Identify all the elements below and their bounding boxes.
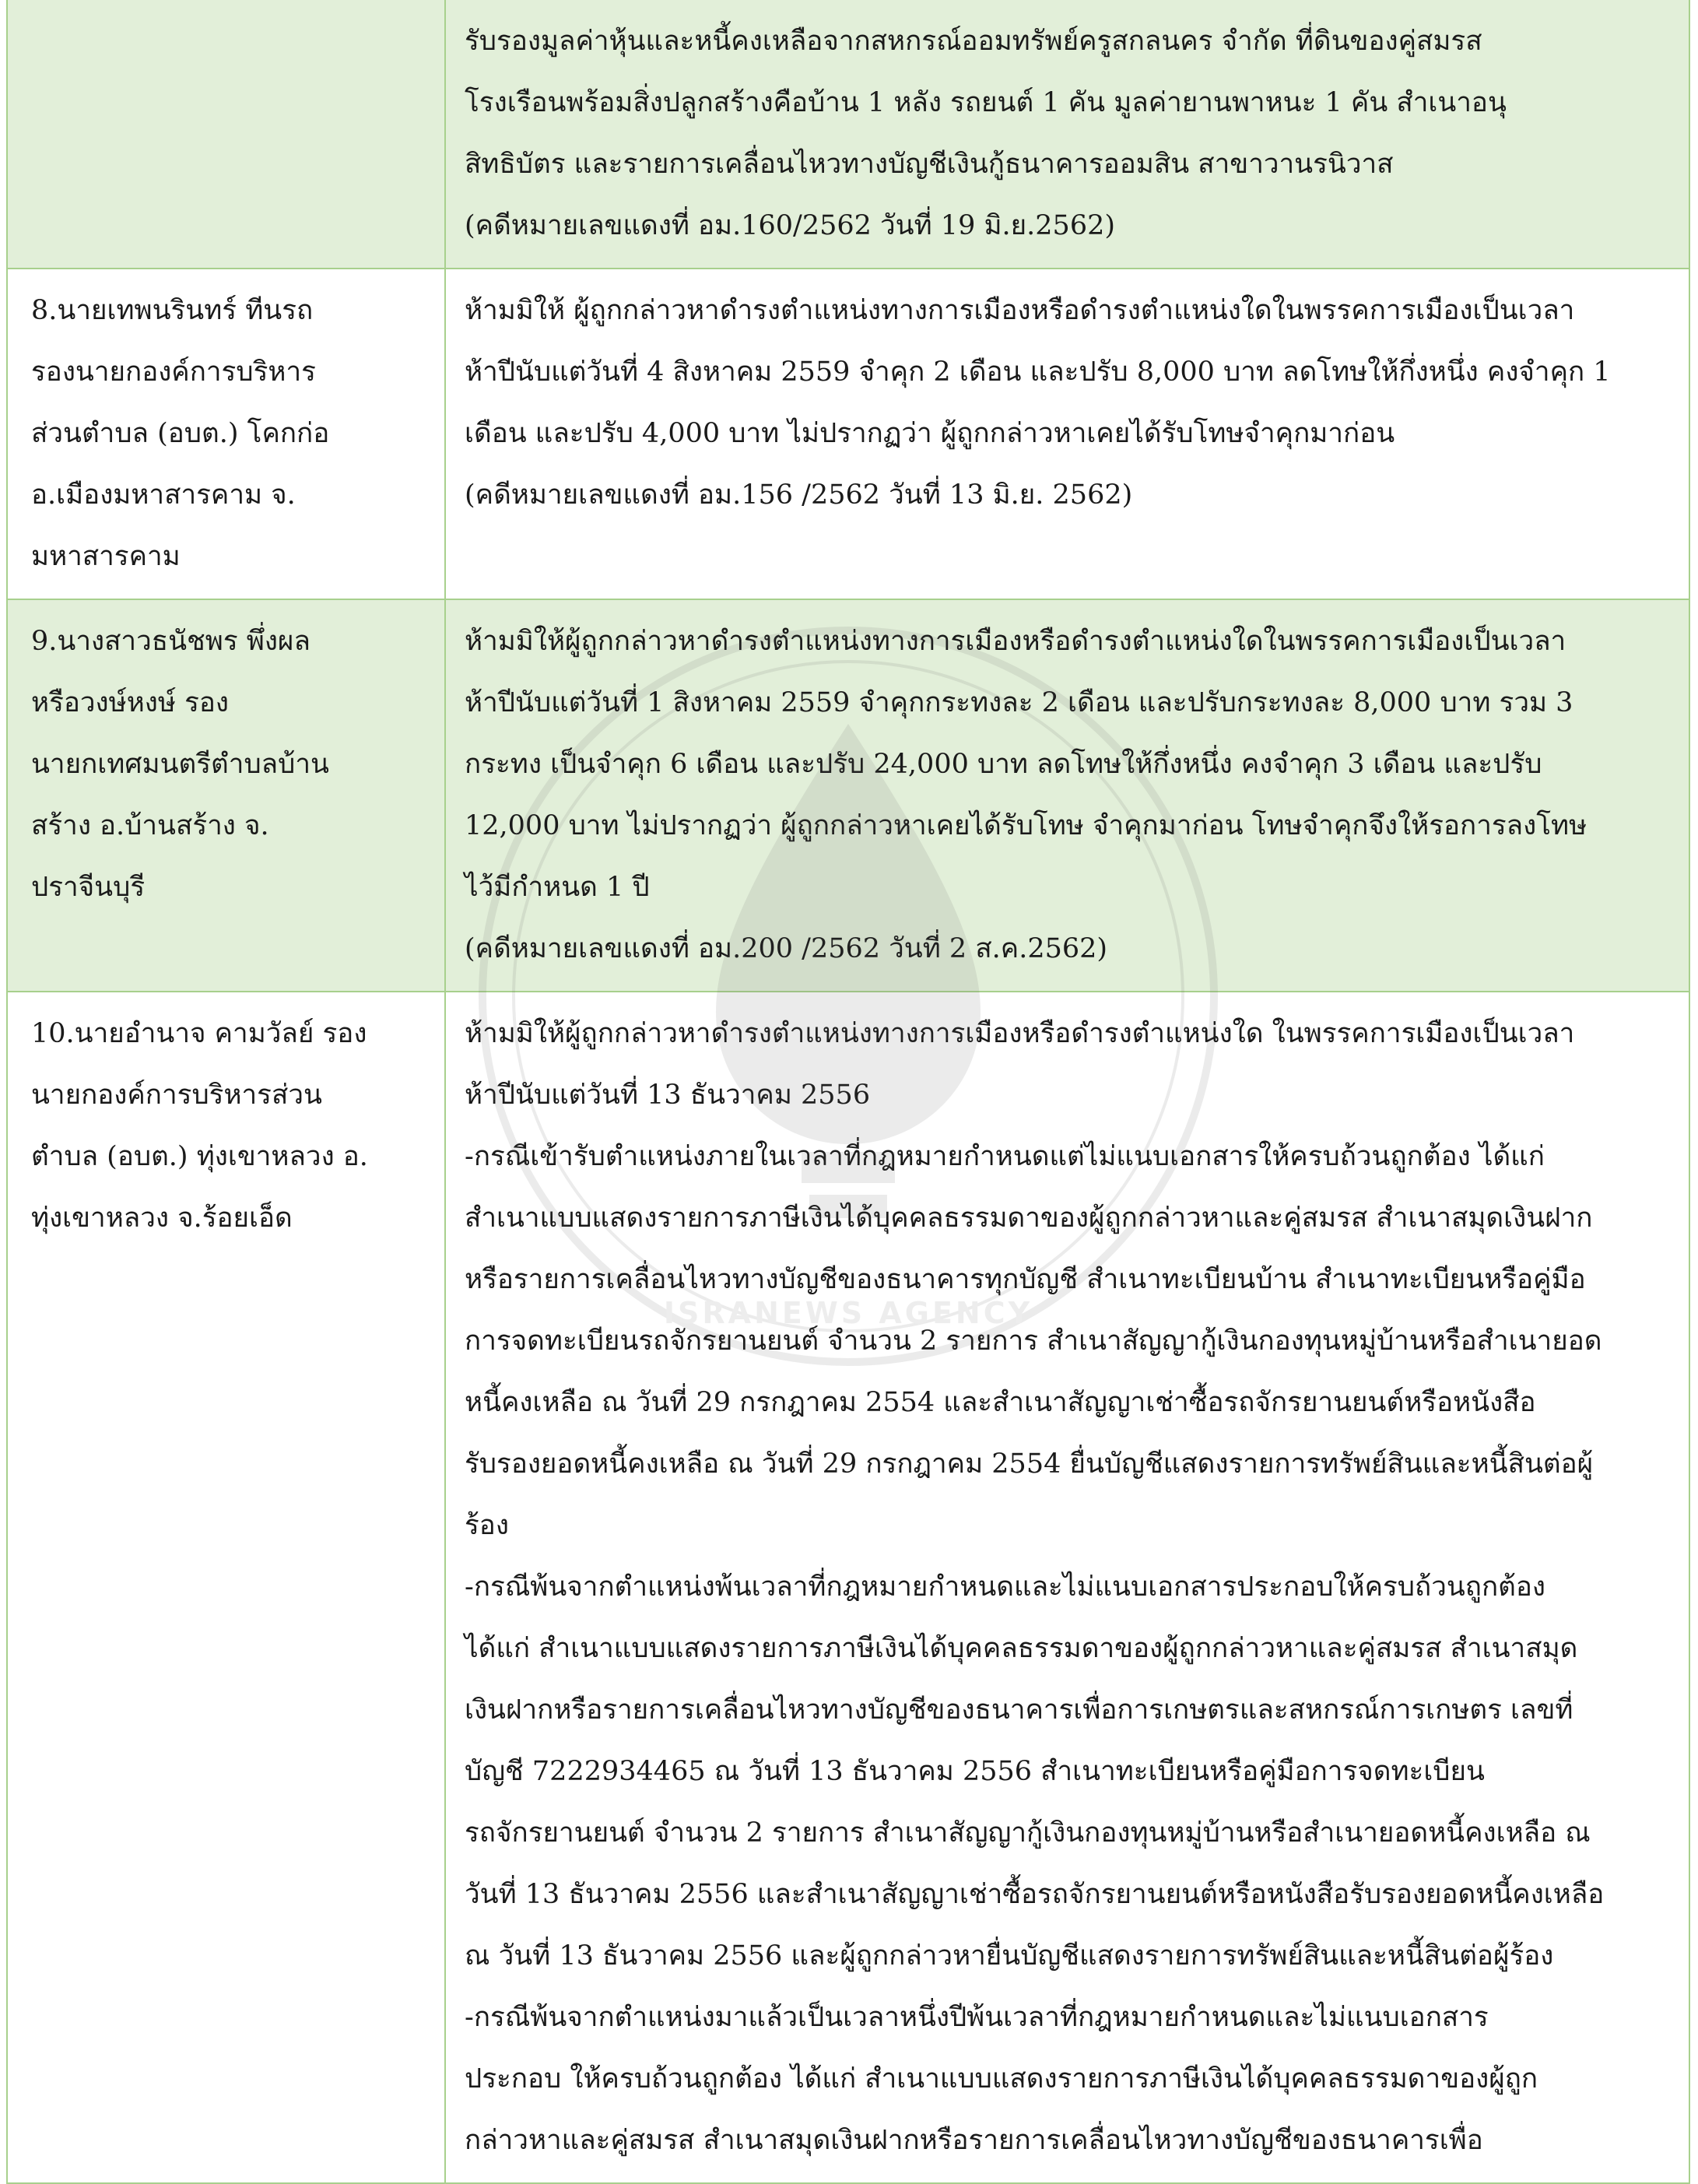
verdict-text-line: หรือรายการเคลื่อนไหวทางบัญชีของธนาคารทุกบัญชี สำเนาทะเบียนบ้าน สำเนาทะเบียนหรือคู่มือ <box>465 1264 1586 1295</box>
accused-name-line: 10.นายอำนาจ คามวัลย์ รอง <box>31 1018 367 1049</box>
verdict-text-line: ร้อง <box>465 1510 509 1541</box>
accused-name-line: 9.นางสาวธนัชพร พึ่งผล <box>31 626 310 657</box>
accused-name-line: ตำบล (อบต.) ทุ่งเขาหลวง อ. <box>31 1141 368 1172</box>
verdict-detail-cell <box>445 0 1689 269</box>
verdict-text-line: การจดทะเบียนรถจักรยานยนต์ จำนวน 2 รายการ สำเนาสัญญากู้เงินกองทุนหมู่บ้านหรือสำเนายอด <box>465 1325 1602 1357</box>
verdict-text-line: กระทง เป็นจำคุก 6 เดือน และปรับ 24,000 บาท ลดโทษให้กึ่งหนึ่ง คงจำคุก 3 เดือน และปรับ <box>465 749 1542 780</box>
table-row <box>7 0 1689 269</box>
accused-name-cell <box>7 0 445 269</box>
accused-name-line: สร้าง อ.บ้านสร้าง จ. <box>31 810 269 841</box>
accused-name-line: ปราจีนบุรี <box>31 872 146 903</box>
verdict-text-line: -กรณีพ้นจากตำแหน่งพ้นเวลาที่กฎหมายกำหนดและไม่แนบเอกสารประกอบให้ครบถ้วนถูกต้อง <box>465 1571 1546 1603</box>
accused-name-line: มหาสารคาม <box>31 541 181 572</box>
table-row <box>7 269 1689 599</box>
verdict-text-line: วันที่ 13 ธันวาคม 2556 และสำเนาสัญญาเช่าซื้อรถจักรยานยนต์หรือหนังสือรับรองยอดหนี้คงเหลือ <box>465 1879 1605 1910</box>
verdict-text-line: บัญชี 7222934465 ณ วันที่ 13 ธันวาคม 2556 สำเนาทะเบียนหรือคู่มือการจดทะเบียน <box>465 1756 1485 1787</box>
verdict-text-line: -กรณีพ้นจากตำแหน่งมาแล้วเป็นเวลาหนึ่งปีพ้นเวลาที่กฎหมายกำหนดและไม่แนบเอกสาร <box>465 2002 1489 2033</box>
verdict-text-line: รถจักรยานยนต์ จำนวน 2 รายการ สำเนาสัญญากู้เงินกองทุนหมู่บ้านหรือสำเนายอดหนี้คงเหลือ ณ <box>465 1817 1591 1849</box>
verdict-text-line: (คดีหมายเลขแดงที่ อม.160/2562 วันที่ 19 มิ.ย.2562) <box>465 210 1116 241</box>
verdict-text-line: ประกอบ ให้ครบถ้วนถูกต้อง ได้แก่ สำเนาแบบแสดงรายการภาษีเงินได้บุคคลธรรมดาของผู้ถูก <box>465 2063 1538 2094</box>
verdict-text-line: (คดีหมายเลขแดงที่ อม.200 /2562 วันที่ 2 ส.ค.2562) <box>465 933 1108 964</box>
verdict-text-line: 12,000 บาท ไม่ปรากฏว่า ผู้ถูกกล่าวหาเคยได้รับโทษ จำคุกมาก่อน โทษจำคุกจึงให้รอการลงโทษ <box>465 810 1587 841</box>
verdict-text-line: สิทธิบัตร และรายการเคลื่อนไหวทางบัญชีเงินกู้ธนาคารออมสิน สาขาวานรนิวาส <box>465 149 1394 180</box>
verdict-text-line: ได้แก่ สำเนาแบบแสดงรายการภาษีเงินได้บุคคลธรรมดาของผู้ถูกกล่าวหาและคู่สมรส สำเนาสมุด <box>465 1633 1578 1664</box>
accused-name-cell <box>7 992 445 2183</box>
table-row <box>7 992 1689 2183</box>
verdict-text-line: ห้าปีนับแต่วันที่ 4 สิงหาคม 2559 จำคุก 2 เดือน และปรับ 8,000 บาท ลดโทษให้กึ่งหนึ่ง คงจำคุก 1 <box>465 356 1611 388</box>
accused-name-line: 8.นายเทพนรินทร์ ทีนรถ <box>31 295 314 326</box>
accused-name-line: อ.เมืองมหาสารคาม จ. <box>31 479 296 511</box>
verdict-text-line: กล่าวหาและคู่สมรส สำเนาสมุดเงินฝากหรือรายการเคลื่อนไหวทางบัญชีของธนาคารเพื่อ <box>465 2125 1483 2156</box>
accused-name-line: ทุ่งเขาหลวง จ.ร้อยเอ็ด <box>31 1203 293 1234</box>
accused-name-line: นายกเทศมนตรีตำบลบ้าน <box>31 749 329 780</box>
accused-name-cell <box>7 269 445 599</box>
accused-name-line: รองนายกองค์การบริหาร <box>31 356 316 388</box>
accused-name-line: หรือวงษ์หงษ์ รอง <box>31 687 229 718</box>
verdict-text-line: เงินฝากหรือรายการเคลื่อนไหวทางบัญชีของธนาคารเพื่อการเกษตรและสหกรณ์การเกษตร เลขที่ <box>465 1694 1573 1726</box>
verdict-text-line: ไว้มีกำหนด 1 ปี <box>465 872 650 903</box>
verdict-detail-cell <box>445 599 1689 992</box>
verdict-text-line: ณ วันที่ 13 ธันวาคม 2556 และผู้ถูกกล่าวหายื่นบัญชีแสดงรายการทรัพย์สินและหนี้สินต่อผู้ร้อง <box>465 1940 1554 1972</box>
verdict-text-line: หนี้คงเหลือ ณ วันที่ 29 กรกฎาคม 2554 และสำเนาสัญญาเช่าซื้อรถจักรยานยนต์หรือหนังสือ <box>465 1387 1536 1418</box>
verdict-text-line: รับรองยอดหนี้คงเหลือ ณ วันที่ 29 กรกฎาคม 2554 ยื่นบัญชีแสดงรายการทรัพย์สินและหนี้สินต่อผู้ <box>465 1448 1594 1480</box>
verdict-text-line: เดือน และปรับ 4,000 บาท ไม่ปรากฏว่า ผู้ถูกกล่าวหาเคยได้รับโทษจำคุกมาก่อน <box>465 418 1395 449</box>
verdict-text-line: ห้ามมิให้ ผู้ถูกกล่าวหาดำรงตำแหน่งทางการเมืองหรือดำรงตำแหน่งใดในพรรคการเมืองเป็นเวลา <box>465 295 1575 326</box>
verdict-text-line: โรงเรือนพร้อมสิ่งปลูกสร้างคือบ้าน 1 หลัง รถยนต์ 1 คัน มูลค่ายานพาหนะ 1 คัน สำเนาอนุ <box>465 87 1507 118</box>
accused-name-line: ส่วนตำบล (อบต.) โคกก่อ <box>31 418 330 449</box>
verdict-text-line: รับรองมูลค่าหุ้นและหนี้คงเหลือจากสหกรณ์ออมทรัพย์ครูสกลนคร จำกัด ที่ดินของคู่สมรส <box>465 26 1482 57</box>
verdict-text-line: ห้าปีนับแต่วันที่ 13 ธันวาคม 2556 <box>465 1080 871 1111</box>
verdict-text-line: ห้าปีนับแต่วันที่ 1 สิงหาคม 2559 จำคุกกระทงละ 2 เดือน และปรับกระทงละ 8,000 บาท รวม 3 <box>465 687 1573 718</box>
verdict-text-line: สำเนาแบบแสดงรายการภาษีเงินได้บุคคลธรรมดาของผู้ถูกกล่าวหาและคู่สมรส สำเนาสมุดเงินฝาก <box>465 1203 1593 1234</box>
verdict-text-line: ห้ามมิให้ผู้ถูกกล่าวหาดำรงตำแหน่งทางการเมืองหรือดำรงตำแหน่งใด ในพรรคการเมืองเป็นเวลา <box>465 1018 1575 1049</box>
verdict-detail-cell <box>445 269 1689 599</box>
verdict-table-body <box>7 0 1689 2183</box>
verdict-text-line: ห้ามมิให้ผู้ถูกกล่าวหาดำรงตำแหน่งทางการเมืองหรือดำรงตำแหน่งใดในพรรคการเมืองเป็นเวลา <box>465 626 1566 657</box>
table-row <box>7 599 1689 992</box>
accused-name-line: นายกองค์การบริหารส่วน <box>31 1080 322 1111</box>
verdict-text-line: (คดีหมายเลขแดงที่ อม.156 /2562 วันที่ 13 มิ.ย. 2562) <box>465 479 1133 511</box>
accused-name-cell <box>7 599 445 992</box>
verdict-table <box>6 0 1690 2184</box>
verdict-detail-cell <box>445 992 1689 2183</box>
verdict-text-line: -กรณีเข้ารับตำแหน่งภายในเวลาที่กฎหมายกำหนดแต่ไม่แนบเอกสารให้ครบถ้วนถูกต้อง ได้แก่ <box>465 1141 1545 1172</box>
